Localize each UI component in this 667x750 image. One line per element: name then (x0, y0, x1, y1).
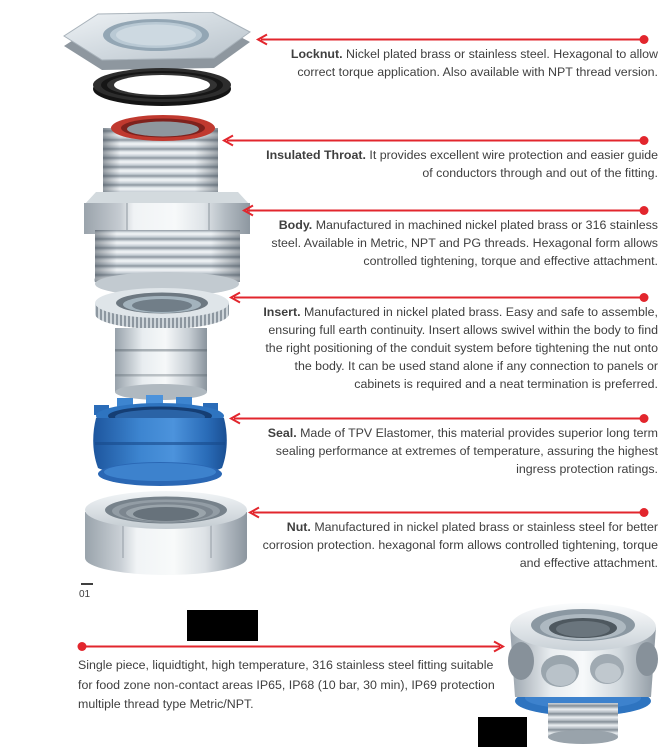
nut-illustration (80, 488, 252, 580)
annotation-body (262, 216, 658, 270)
annotation-seal-title: Seal. (267, 426, 297, 440)
annotation-seal (262, 424, 658, 478)
annotation-body-description: Manufactured in machined nickel plated brass or 316 stainless steel. Available in Metric, NPT and PG threads. Hexagonal form allows controlled tightening, torque and effective attachment. (271, 218, 658, 268)
annotation-locknut-title: Locknut. (290, 47, 343, 61)
product-arrow-right-icon (76, 640, 508, 653)
o-ring-illustration (90, 64, 240, 110)
redacted-block (478, 717, 527, 747)
seal-illustration (90, 394, 230, 490)
annotation-insulated-throat (262, 146, 658, 182)
annotation-insert-description: Manufactured in nickel plated brass. Easy and safe to assemble, ensuring full earth continuity. Insert allows swivel within the body to find the right positioning of the conduit system before tightening the nut onto the body. It can be used stand alone if any connection to panels or cabinets is required and a neat termination is preferred. (265, 305, 658, 391)
footnote-divider (81, 583, 93, 585)
annotation-nut-description: Manufactured in nickel plated brass or stainless steel for better corrosion protection. hexagonal form allows controlled tightening, torque and effective attachment. (262, 520, 658, 570)
product-description: Single piece, liquidtight, high temperature, 316 stainless steel fitting suitable for food zone non-contact areas IP65, IP68 (10 bar, 30 min), IP69 protection multiple thread type Metric/NPT. (78, 658, 495, 711)
annotation-insert-title: Insert. (263, 305, 301, 319)
annotation-insulated-throat-title: Insulated Throat. (266, 148, 366, 162)
annotation-locknut (262, 45, 658, 81)
insert-illustration (92, 286, 232, 402)
annotation-locknut-description: Nickel plated brass or stainless steel. Hexagonal to allow correct torque application. Also available with NPT thread version. (297, 47, 658, 79)
annotation-insulated-throat-description: It provides excellent wire protection and easier guide of conductors through and out of the fitting. (369, 148, 658, 180)
annotation-body-title: Body. (278, 218, 313, 232)
annotation-nut (262, 518, 658, 572)
footnote-number: 01 (79, 589, 91, 600)
annotation-nut-title: Nut. (286, 520, 311, 534)
product-photo (503, 597, 665, 749)
annotation-insert (262, 303, 658, 393)
redacted-block (187, 610, 258, 641)
annotation-seal-description: Made of TPV Elastomer, this material provides superior long term sealing performance at extremes of temperature, assuring the highest ingress protection ratings. (275, 426, 658, 476)
